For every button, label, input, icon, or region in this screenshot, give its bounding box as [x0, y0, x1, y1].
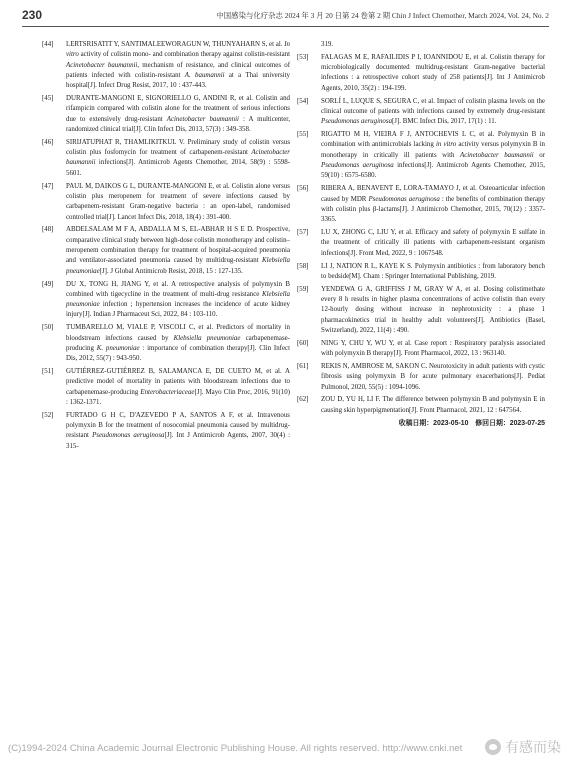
copyright-footer: (C)1994-2024 China Academic Journal Electronic Publishing House. All rights reserved. http://www.cnki.net: [8, 743, 463, 754]
reference-entry: [42, 367, 290, 408]
reference-entry: [42, 182, 290, 223]
reference-text: DU X, TONG H, JIANG Y, et al. A retrospective analysis of polymyxin B combined with tigecycline in the treatment of multi-drug resistance Klebsiella pneumoniae infection ; hypertension increases the incidence of acute kidney injury[J]. Indian J Pharmaceut Sci, 2022, 84 : 103-110.: [66, 280, 290, 319]
reference-number: [48]: [42, 226, 54, 234]
reference-entry: [42, 40, 290, 91]
reference-text: LERTSRISATIT Y, SANTIMALEEWORAGUN W, THUNYAHARN S, et al. In vitro activity of colistin mono- and combination therapy against colistin-resistant Acinetobacter baumannii, mechanism of resistance, and clinical outcomes of patients infected with colistin-resistant A. baumannii at a Thai university hospital[J]. Infect Drug Resist, 2017, 10 : 437-443.: [66, 41, 290, 90]
reference-entry: [42, 280, 290, 321]
reference-text: SIRIJATUPHAT R, THAMLIKITKUL V. Preliminary study of colistin versus colistin plus fosfomycin for treatment of carbapenem-resistant Acinetobacter baumannii infections[J]. Antimicrob Agents Chemother, 2014, 58(9) : 5598-5601.: [66, 138, 290, 177]
reference-number: [54]: [297, 97, 309, 105]
reference-number: [58]: [297, 262, 309, 270]
reference-list-right: [297, 53, 545, 416]
reference-entry: [42, 323, 290, 364]
reference-number: [44]: [42, 41, 54, 48]
reference-text: GUTIÉRREZ-GUTIÉRREZ B, SALAMANCA E, DE CUETO M, et al. A predictive model of mortality in patients with bloodstream infections due to carbapenemase-producing Enterobacteriaceae[J]. Mayo Clin Proc, 2016, 91(10) : 1362-1371.: [66, 368, 290, 406]
reference-number: [49]: [42, 280, 54, 288]
watermark-text: 有感而染: [505, 740, 561, 756]
reference-entry: [297, 339, 545, 360]
reference-number: [47]: [42, 182, 54, 190]
reference-column-right: [297, 40, 545, 429]
reference-number: [52]: [42, 411, 54, 419]
reference-entry: [42, 225, 290, 276]
reference-text: PAUL M, DAIKOS G L, DURANTE-MANGONI E, et al. Colistin alone versus colistin plus meropenem for treatment of severe infections caused by carbapenem-resistant Gram-negative bacteria : an open-label, randomised controlled trial[J]. Lancet Infect Dis, 2018, 18(4) : 391-400.: [66, 182, 290, 221]
reference-text: LI J, NATION R L, KAYE K S. Polymyxin antibiotics : from laboratory bench to bedside[M]. Cham : Springer International Publishing, 2019.: [321, 262, 545, 280]
page-header: [22, 8, 549, 26]
header-rule: [22, 26, 549, 27]
reference-text: YENDEWA G A, GRIFFISS J M, GRAY W A, et al. Dosing colistimethate every 8 h results in higher plasma concentrations of active colistin than every 12-hourly dosing without increase in nephrotoxicity : a phase 1 pharmacokinetics trial in healthy adult volunteers[J]. Antibiotics (Basel, Switzerland), 2022, 11(4) : 490.: [321, 285, 545, 334]
reference-text: RIBERA A, BENAVENT E, LORA-TAMAYO J, et al. Osteoarticular infection caused by MDR Pseudomonas aeruginosa : the benefits of combination therapy with colistin plus β-lactams[J]. J Antimicrob Chemother, 2015, 70(12) : 3357-3365.: [321, 185, 545, 224]
reference-text: FURTADO G H C, D'AZEVEDO P A, SANTOS A F, et al. Intravenous polymyxin B for the treatment of nosocomial pneumonia caused by multidrug-resistant Pseudomonas aeruginosa[J]. Int J Antimicrob Agents, 2007, 30(4) : 315-: [66, 411, 291, 450]
reference-text: LU X, ZHONG C, LIU Y, et al. Efficacy and safety of polymyxin E sulfate in the treatment of critically ill patients with carbapenem-resistant organism infections[J]. Front Med, 2022, 9 : 1067548.: [321, 229, 545, 257]
watermark: [485, 737, 561, 757]
reference-text: RIGATTO M H, VIEIRA F J, ANTOCHEVIS L C, et al. Polymyxin B in combination with antimicrobials lacking in vitro activity versus polymyxin B in monotherapy in critically ill patients with Acinetobacter baumannii or Pseudomonas aeruginosa infections[J]. Antimicrob Agents Chemother, 2015, 59(10) : 6575-6580.: [321, 131, 546, 180]
reference-text: REKIS N, AMBROSE M, SAKON C. Neurotoxicity in adult patients with cystic fibrosis using polymyxin B for acute pulmonary exacerbations[J]. Pediat Pulmonol, 2020, 55(5) : 1094-1096.: [321, 362, 545, 391]
reference-entry: [42, 94, 290, 135]
reference-text: DURANTE-MANGONI E, SIGNORIELLO G, ANDINI R, et al. Colistin and rifampicin compared with colistin alone for the treatment of serious infections due to extensively drug-resistant Acinetobacter baumannii : A multicenter, randomized clinical trial[J]. Clin Infect Dis, 2013, 57(3) : 349-358.: [66, 95, 290, 133]
reference-number: [61]: [297, 362, 309, 370]
received-revised-dates: 收稿日期：2023-05-10 修回日期：2023-07-25: [398, 419, 545, 427]
journal-header: 中国感染与化疗杂志 2024 年 3 月 20 日第 24 卷第 2 期 Chin J Infect Chemother, March 2024, Vol. 24, No. 2: [216, 11, 549, 20]
reference-entry: [297, 285, 545, 336]
reference-number: [62]: [297, 396, 309, 404]
reference-entry: [297, 362, 545, 393]
reference-number: [51]: [42, 368, 54, 376]
reference-number: [50]: [42, 324, 54, 332]
reference-number: [57]: [297, 229, 309, 237]
page-number: 230: [22, 8, 43, 22]
reference-entry: [297, 184, 545, 225]
reference-entry: [297, 262, 545, 283]
reference-entry: [297, 97, 545, 128]
reference-number: [46]: [42, 138, 54, 146]
reference-text: FALAGAS M E, RAFAILIDIS P I, IOANNIDOU E, et al. Colistin therapy for microbiologically documented multidrug-resistant Gram-negative bacterial infections : a retrospective cohort study of 258 patients[J]. Int J Antimicrob Agents, 2010, 35(2) : 194-199.: [321, 53, 545, 92]
reference-number: [56]: [297, 185, 309, 193]
reference-text: TUMBARELLO M, VIALE P, VISCOLI C, et al. Predictors of mortality in bloodstream infections caused by Klebsiella pneumoniae carbapenemase-producing K. pneumoniae : importance of combination therapy[J]. Clin Infect Dis, 2012, 55(7) : 943-950.: [66, 324, 290, 363]
reference-entry: [297, 395, 545, 416]
reference-number: [45]: [42, 95, 54, 103]
reference-column-left: [42, 40, 290, 455]
reference-entry: [297, 228, 545, 259]
reference-number: [53]: [297, 53, 309, 61]
reference-number: [60]: [297, 339, 309, 347]
reference-entry: [42, 411, 290, 452]
reference-text: NING Y, CHU Y, WU Y, et al. Case report : Respiratory paralysis associated with polymyxin B therapy[J]. Front Pharmacol, 2022, 13 : 963140.: [321, 339, 545, 358]
reference-number: [55]: [297, 131, 309, 139]
wechat-icon: [485, 739, 501, 755]
reference-continuation: 319.: [321, 41, 334, 48]
reference-entry: [42, 138, 290, 179]
reference-text: ABDELSALAM M F A, ABDALLA M S, EL-ABHAR H S E D. Prospective, comparative clinical study between high-dose colistin monotherapy and colistin–meropenem combination therapy for treatment of hospital-acquired pneumonia and ventilator-associated pneumonia caused by multidrug-resistant Klebsiella pneumoniae[J]. J Global Antimicrob Resist, 2018, 15 : 127-135.: [66, 226, 290, 275]
reference-text: SORLÍ L, LUQUE S, SEGURA C, et al. Impact of colistin plasma levels on the clinical outcome of patients with infections caused by extremely drug-resistant Pseudomonas aeruginosa[J]. BMC Infect Dis, 2017, 17(1) : 11.: [321, 97, 545, 126]
reference-entry: [297, 130, 545, 181]
reference-text: ZOU D, YU H, LI F. The difference between polymyxin B and polymyxin E in causing skin hyperpigmentation[J]. Front Pharmacol, 2021, 12 : 647564.: [321, 396, 545, 414]
reference-entry: [297, 53, 545, 94]
reference-number: [59]: [297, 285, 309, 293]
